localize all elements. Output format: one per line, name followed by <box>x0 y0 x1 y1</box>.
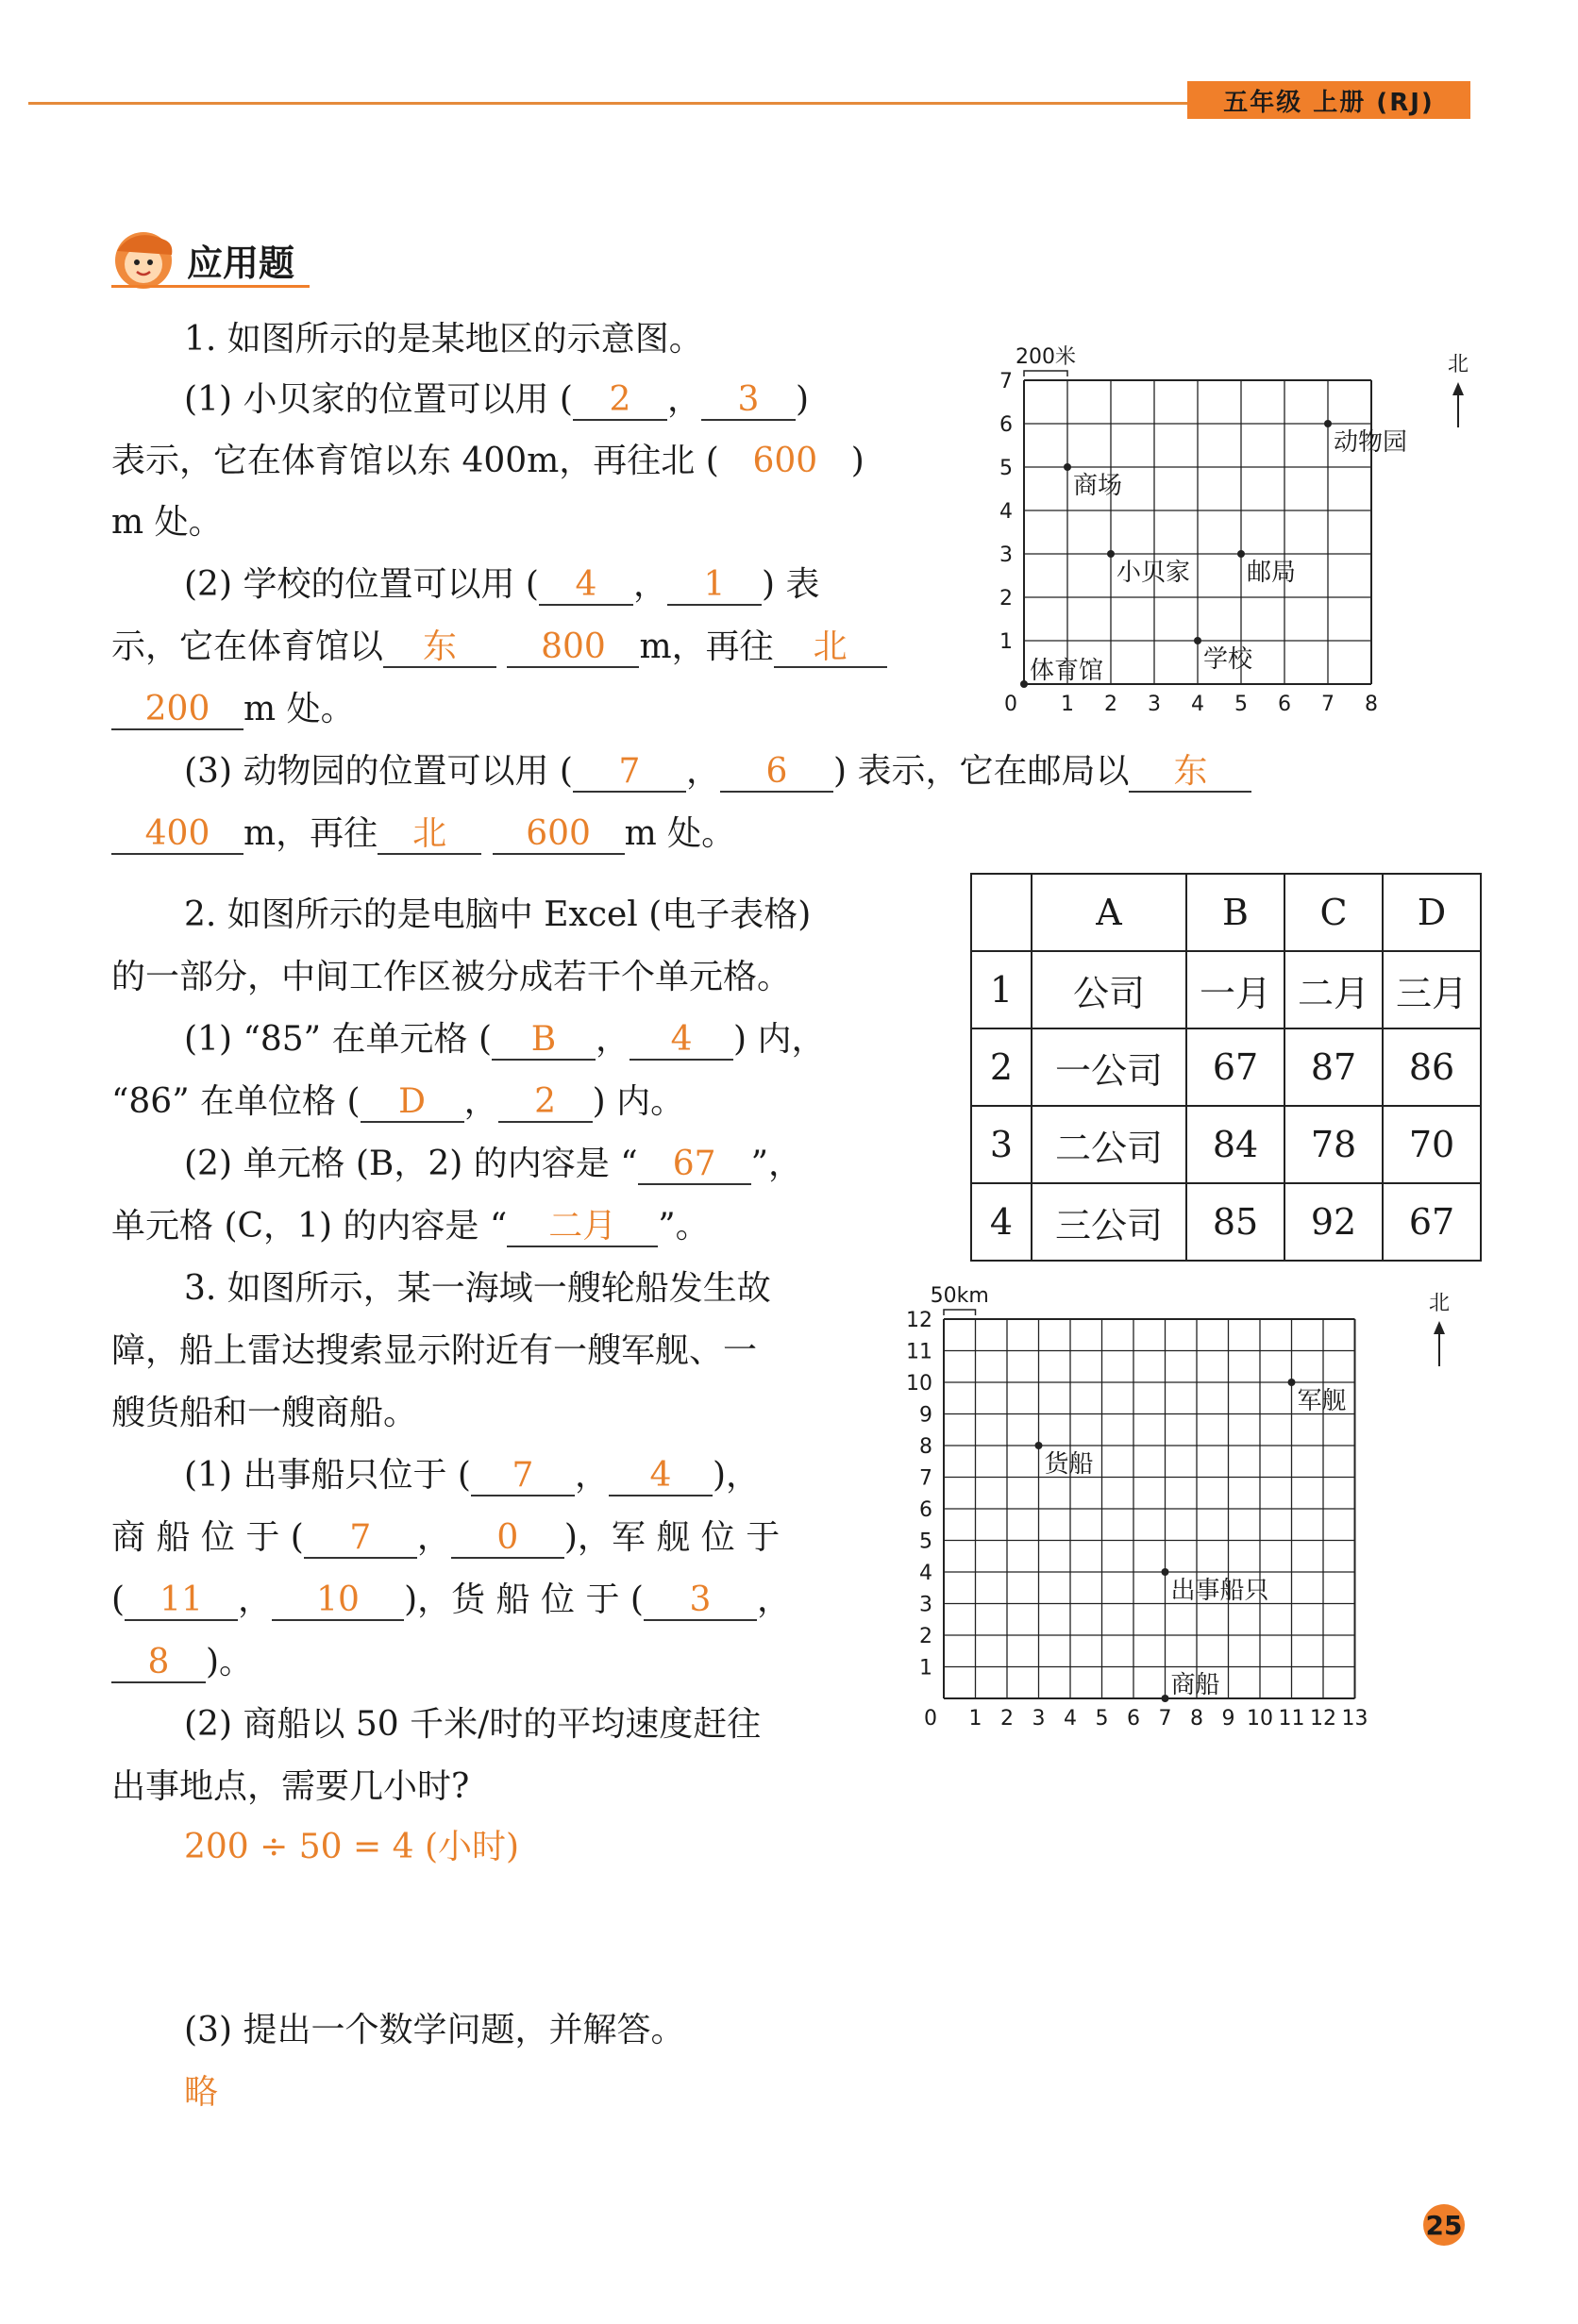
q2-p1-text-b: ) 内， <box>733 1020 826 1059</box>
q1-part1-line3: m 处。 <box>111 503 223 542</box>
q2-p2-text-c: 单元格 (C，1) 的内容是 “ <box>111 1207 508 1246</box>
x-tick-label: 4 <box>1064 1707 1077 1730</box>
y-tick-label: 1 <box>919 1656 932 1680</box>
y-tick-label: 7 <box>999 370 1013 393</box>
place-point <box>1288 1379 1296 1386</box>
q2-intro-2: 的一部分，中间工作区被分成若干个单元格。 <box>111 958 792 996</box>
q1-part3-line2 <box>111 813 735 855</box>
q3-p1-text-g: )。 <box>206 1643 254 1681</box>
q3-part2-line1: (2) 商船以 50 千米/时的平均速度赶往 <box>184 1705 762 1744</box>
q2-part1-line1: (1) “85” 在单元格 ( B ， 4 ) 内， <box>184 1020 826 1059</box>
x-tick-label: 13 <box>1341 1707 1368 1730</box>
x-tick-label: 7 <box>1158 1707 1172 1730</box>
y-tick-label: 10 <box>906 1372 932 1396</box>
q1-p1-text-b: ) <box>795 380 809 419</box>
place-label: 小贝家 <box>1116 559 1191 587</box>
y-tick-label: 9 <box>919 1403 932 1428</box>
x-tick-label: 12 <box>1310 1707 1336 1730</box>
q1-part2-line2 <box>111 627 887 668</box>
place-point <box>1162 1568 1169 1576</box>
place-label: 体育馆 <box>1030 657 1104 685</box>
q2-p1-text-c: “86” 在单位格 ( <box>111 1082 361 1121</box>
q2-p1-answer-2: 4 <box>630 1021 733 1061</box>
q1-p2-text-a: (2) 学校的位置可以用 ( <box>184 565 539 604</box>
q1-p2-text-b: ) 表 <box>761 565 820 604</box>
q2-p1-text-a: (1) “85” 在单元格 ( <box>184 1020 492 1059</box>
q3-part1-line4 <box>111 1642 253 1683</box>
x-tick-label: 6 <box>1278 693 1291 716</box>
q3-p1-text-d: )，军 舰 位 于 <box>563 1518 781 1557</box>
y-tick-label: 5 <box>999 457 1013 480</box>
q3-part3-answer: 略 <box>184 2073 219 2112</box>
table-cell: 三公司 <box>1032 1183 1186 1261</box>
q3-p1-answer-5: 11 <box>125 1581 238 1621</box>
x-tick-label: 10 <box>1247 1707 1273 1730</box>
table-row <box>971 1028 1481 1106</box>
q1-p1-text-d: ) <box>850 442 865 480</box>
x-tick-label: 3 <box>1032 1707 1046 1730</box>
q3-p1-answer-7: 3 <box>644 1581 757 1621</box>
table-cell: 2 <box>971 1028 1032 1106</box>
q1-p1-answer-1: 2 <box>573 381 667 421</box>
q1-p3-answer-6: 600 <box>493 815 625 855</box>
table-cell: 公司 <box>1032 951 1186 1028</box>
y-tick-label: 4 <box>919 1562 932 1585</box>
q3-p1-answer-4: 0 <box>451 1519 564 1559</box>
q2-p1-answer-3: D <box>361 1083 464 1123</box>
x-tick-label: 5 <box>1234 693 1248 716</box>
table-cell: 67 <box>1383 1183 1481 1261</box>
north-label: 北 <box>1428 1292 1451 1315</box>
north-arrowhead-icon <box>1452 382 1464 395</box>
section-title: 应用题 <box>187 242 295 284</box>
table-cell: 1 <box>971 951 1032 1028</box>
q1-p3-text-d: m 处。 <box>624 814 736 853</box>
place-label: 邮局 <box>1247 559 1297 587</box>
table-row <box>971 951 1481 1028</box>
q1-part2-line1: (2) 学校的位置可以用 ( 4 ， 1 ) 表 <box>184 565 820 604</box>
place-point <box>1237 550 1245 558</box>
q2-p1-answer-4: 2 <box>498 1083 593 1123</box>
place-label: 商场 <box>1073 472 1123 500</box>
place-point <box>1324 420 1332 427</box>
y-tick-label: 4 <box>999 500 1013 524</box>
q3-intro-1: 3. 如图所示，某一海域一艘轮船发生故 <box>184 1269 771 1308</box>
y-tick-label: 3 <box>919 1593 932 1617</box>
table-cell: 3 <box>971 1106 1032 1183</box>
q3-p1-answer-2: 4 <box>609 1457 713 1496</box>
place-point <box>1035 1442 1043 1449</box>
place-point <box>1064 463 1071 471</box>
q1-p2-answer-4: 800 <box>507 628 639 668</box>
x-tick-label: 4 <box>1191 693 1204 716</box>
q3-intro-2: 障，船上雷达搜索显示附近有一艘军舰、一 <box>111 1331 758 1370</box>
table-cell: B <box>1186 874 1284 951</box>
x-tick-label: 7 <box>1321 693 1335 716</box>
q1-p3-text-c: m，再往 <box>243 814 378 853</box>
table-cell: 78 <box>1284 1106 1383 1183</box>
place-point <box>1107 550 1115 558</box>
table-row <box>971 1106 1481 1183</box>
x-tick-label: 0 <box>1004 693 1017 716</box>
table-cell: 67 <box>1186 1028 1284 1106</box>
y-tick-label: 8 <box>919 1435 932 1459</box>
header-rule <box>28 102 1189 105</box>
q1-part3-line1: (3) 动物园的位置可以用 ( 7 ， 6 ) 表示，它在邮局以 东 <box>184 751 1251 793</box>
q2-part1-line2: “86” 在单位格 ( D ， 2 ) 内。 <box>111 1082 685 1121</box>
q3-part2-line2: 出事地点，需要几小时? <box>111 1767 470 1806</box>
section-title-underline <box>111 285 310 288</box>
y-tick-label: 2 <box>999 587 1013 610</box>
y-tick-label: 7 <box>919 1466 932 1491</box>
place-label: 出事船只 <box>1170 1577 1269 1605</box>
table-cell: C <box>1284 874 1383 951</box>
q1-p2-answer-6: 200 <box>111 691 243 730</box>
scale-label: 200米 <box>1016 345 1076 369</box>
table-row <box>971 1183 1481 1261</box>
table-cell: 84 <box>1186 1106 1284 1183</box>
table-header-row <box>971 874 1481 951</box>
place-label: 货船 <box>1044 1450 1094 1479</box>
map-2 <box>897 1269 1501 1746</box>
x-tick-label: 5 <box>1095 1707 1109 1730</box>
place-point <box>1020 680 1028 688</box>
q2-p2-text-a: (2) 单元格 (B，2) 的内容是 “ <box>184 1145 638 1183</box>
q2-part2-line2 <box>111 1206 710 1247</box>
q3-part3-line1: (3) 提出一个数学问题，并解答。 <box>184 2011 685 2049</box>
page-number: 25 <box>1423 2204 1465 2246</box>
table-cell: 92 <box>1284 1183 1383 1261</box>
place-label: 商船 <box>1170 1671 1220 1699</box>
q2-part2-line1 <box>184 1144 802 1185</box>
y-tick-label: 11 <box>906 1340 932 1364</box>
y-tick-label: 1 <box>999 630 1013 654</box>
place-label: 军舰 <box>1297 1387 1347 1415</box>
excel-table <box>970 873 1482 1262</box>
q3-part1-line2: 商 船 位 于 ( 7 ， 0 )，军 舰 位 于 <box>111 1518 781 1557</box>
q1-p2-text-d: m，再往 <box>639 627 774 666</box>
q1-p2-answer-2: 1 <box>667 566 762 606</box>
q1-part2-line3 <box>111 689 355 730</box>
table-cell: D <box>1383 874 1481 951</box>
place-point <box>1194 637 1201 644</box>
map-1 <box>982 321 1491 727</box>
x-tick-label: 6 <box>1127 1707 1140 1730</box>
y-tick-label: 5 <box>919 1530 932 1554</box>
q2-p1-text-d: ) 内。 <box>592 1082 685 1121</box>
q3-p1-text-e: ( <box>111 1580 126 1619</box>
q1-p1-answer-2: 3 <box>701 381 796 421</box>
table-cell: 三月 <box>1383 951 1481 1028</box>
q3-part1-line3: ( 11 ， 10 )，货 船 位 于 ( 3 ， <box>111 1580 791 1619</box>
x-tick-label: 11 <box>1278 1707 1305 1730</box>
q3-p1-text-a: (1) 出事船只位于 ( <box>184 1456 471 1495</box>
q2-p2-text-b: ”， <box>750 1145 803 1183</box>
place-point <box>1162 1695 1169 1702</box>
q1-p3-text-a: (3) 动物园的位置可以用 ( <box>184 752 573 791</box>
y-tick-label: 3 <box>999 543 1013 567</box>
q1-p2-answer-1: 4 <box>539 566 633 606</box>
q1-part1-line2 <box>111 441 865 482</box>
place-label: 动物园 <box>1334 428 1408 457</box>
q3-p1-text-c: 商 船 位 于 ( <box>111 1518 304 1557</box>
table-cell: 4 <box>971 1183 1032 1261</box>
table-cell: A <box>1032 874 1186 951</box>
x-tick-label: 8 <box>1190 1707 1203 1730</box>
q1-p2-answer-5: 北 <box>774 628 887 668</box>
x-tick-label: 9 <box>1221 1707 1235 1730</box>
table-cell: 70 <box>1383 1106 1481 1183</box>
q1-p3-answer-3: 东 <box>1129 753 1251 793</box>
table-cell: 一公司 <box>1032 1028 1186 1106</box>
table-cell: 一月 <box>1186 951 1284 1028</box>
table-cell: 86 <box>1383 1028 1481 1106</box>
q3-p1-answer-1: 7 <box>471 1457 575 1496</box>
x-tick-label: 2 <box>1000 1707 1014 1730</box>
q3-p1-answer-3: 7 <box>304 1519 417 1559</box>
scale-label: 50km <box>930 1284 989 1308</box>
q2-p2-text-d: ”。 <box>658 1207 710 1246</box>
q2-p2-answer-2: 二月 <box>507 1208 658 1247</box>
q3-p1-text-b: )， <box>712 1456 760 1495</box>
q1-intro: 1. 如图所示的是某地区的示意图。 <box>184 320 703 359</box>
north-label: 北 <box>1447 353 1469 376</box>
north-arrowhead-icon <box>1434 1321 1445 1334</box>
q1-p3-text-b: ) 表示，它在邮局以 <box>832 752 1130 791</box>
x-tick-label: 1 <box>968 1707 982 1730</box>
x-tick-label: 8 <box>1365 693 1378 716</box>
x-tick-label: 2 <box>1104 693 1117 716</box>
x-tick-label: 1 <box>1061 693 1074 716</box>
q1-p2-text-c: 示，它在体育馆以 <box>111 627 384 666</box>
table-cell: 二公司 <box>1032 1106 1186 1183</box>
grade-badge: 五年级 上册 (RJ) <box>1187 81 1470 119</box>
q2-p1-answer-1: B <box>492 1021 596 1061</box>
q1-p2-answer-3: 东 <box>383 628 496 668</box>
q1-part1-line1: (1) 小贝家的位置可以用 ( 2 ， 3 ) <box>184 380 809 419</box>
scale-bracket <box>1024 371 1067 376</box>
q3-intro-3: 艘货船和一艘商船。 <box>111 1394 418 1432</box>
q2-p2-answer-1: 67 <box>638 1145 751 1185</box>
q3-p1-text-f: )，货 船 位 于 ( <box>404 1580 644 1619</box>
q1-p3-answer-5: 北 <box>378 815 481 855</box>
q1-p1-answer-3: 600 <box>752 442 818 480</box>
q1-p3-answer-4: 400 <box>111 815 243 855</box>
scale-bracket <box>944 1310 976 1315</box>
q2-intro-1: 2. 如图所示的是电脑中 Excel (电子表格) <box>184 895 812 934</box>
place-label: 学校 <box>1203 645 1253 674</box>
q1-p3-answer-1: 7 <box>573 753 686 793</box>
x-tick-label: 0 <box>924 1707 937 1730</box>
x-tick-label: 3 <box>1148 693 1161 716</box>
table-cell: 87 <box>1284 1028 1383 1106</box>
q3-part2-answer: 200 ÷ 50 = 4 (小时) <box>184 1828 520 1866</box>
q3-p1-answer-8: 8 <box>111 1644 206 1683</box>
q3-p1-answer-6: 10 <box>272 1581 404 1621</box>
q1-p1-text-c: 表示，它在体育馆以东 400m，再往北 ( <box>111 442 719 480</box>
y-tick-label: 6 <box>919 1498 932 1522</box>
y-tick-label: 2 <box>919 1625 932 1648</box>
q3-part1-line1: (1) 出事船只位于 ( 7 ， 4 )， <box>184 1456 760 1495</box>
q1-p3-answer-2: 6 <box>720 753 833 793</box>
y-tick-label: 12 <box>906 1309 932 1332</box>
y-tick-label: 6 <box>999 413 1013 437</box>
q1-p2-text-e: m 处。 <box>243 690 355 728</box>
table-cell: 二月 <box>1284 951 1383 1028</box>
table-cell <box>971 874 1032 951</box>
q1-p1-text-a: (1) 小贝家的位置可以用 ( <box>184 380 573 419</box>
table-cell: 85 <box>1186 1183 1284 1261</box>
